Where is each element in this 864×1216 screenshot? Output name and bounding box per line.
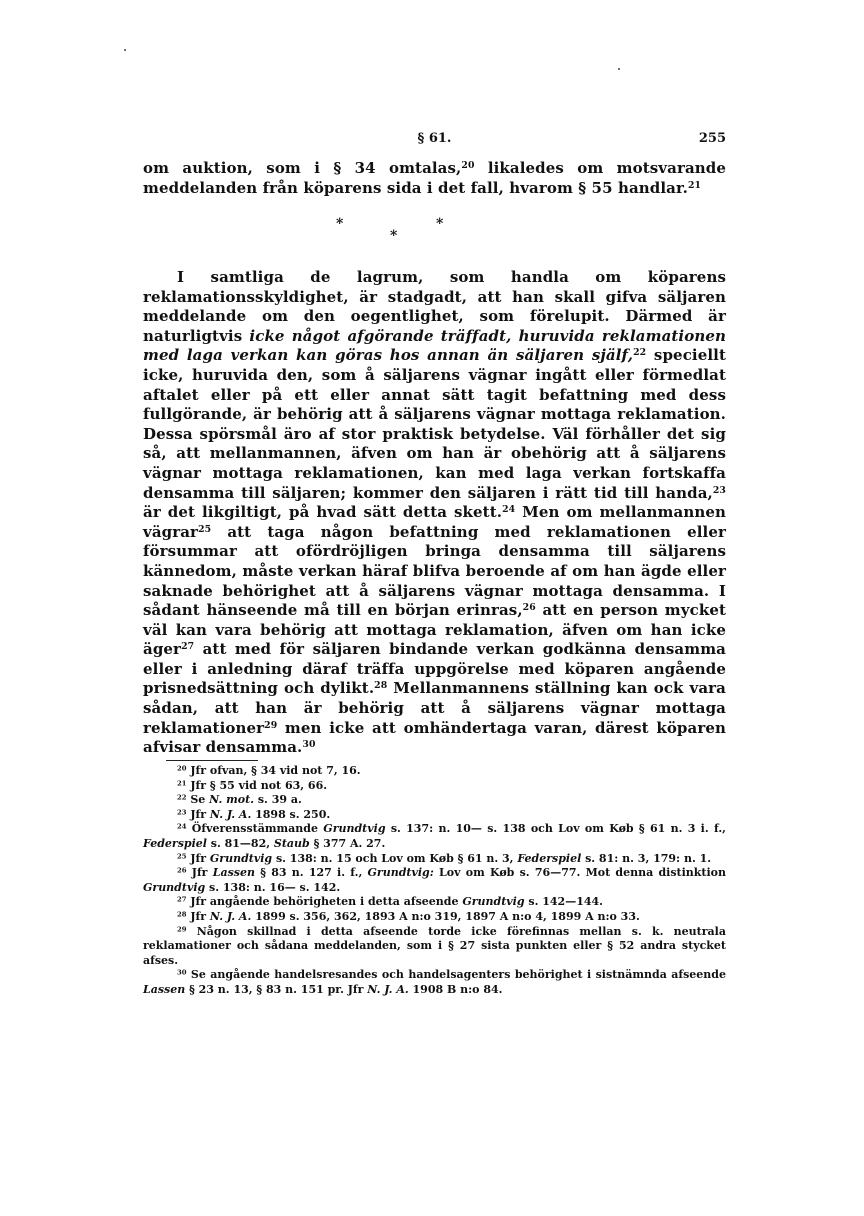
footnote-ref: 29 <box>264 719 278 731</box>
paragraph-continuation: om auktion, som i § 34 omtalas,$^{20}$ likaledes om motsvarande meddelanden från köparens sida i det fall, hvarom § 55 handlar.$^{21}$ <box>143 159 726 197</box>
asterisk: * <box>390 228 398 244</box>
footnote: $^{27}$ Jfr angående behörigheten i detta afseende Grundtvig s. 142—144. <box>177 895 603 909</box>
footnote: $^{23}$ Jfr N. J. A. 1898 s. 250. <box>177 807 331 821</box>
footnote: $^{22}$ Se N. mot. s. 39 a. <box>177 793 302 807</box>
running-header <box>143 131 726 151</box>
footnote: $^{30}$ Se angående handelsresandes och handelsagenters behörighet i sistnämnda afseende Lassen § 23 n. 13, § 83 n. 151 pr. Jfr N. J. A. 1908 B n:o 84. <box>143 968 726 996</box>
page-number: 255 <box>698 131 726 146</box>
asterisk: * <box>436 216 444 232</box>
footnote: $^{26}$ Jfr Lassen § 83 n. 127 i. f., Grundtvig: Lov om Køb s. 76—77. Mot denna distinktion Grundtvig s. 138: n. 16— s. 142. <box>143 866 726 894</box>
footnote: $^{21}$ Jfr § 55 vid not 63, 66. <box>177 778 328 792</box>
section-heading: § 61. <box>417 131 452 146</box>
footnote-ref: 20 <box>461 159 475 171</box>
footnote-ref: 23 <box>712 484 726 496</box>
footnote-ref: 28 <box>374 680 388 692</box>
emphasis: icke något afgörande träffadt, huruvida reklamationen med laga verkan kan göras hos annan än säljaren själf, <box>143 326 726 365</box>
footnote-ref: 24 <box>502 504 516 516</box>
footnote: $^{29}$ Någon skillnad i detta afseende torde icke förefinnas mellan s. k. neutrala reklamationer och sådana meddelanden, som i § 27 sista punkten eller § 52 andra stycket afses. <box>143 924 726 967</box>
footnotes <box>143 764 726 998</box>
footnote-ref: 27 <box>181 641 195 653</box>
speck <box>618 68 620 70</box>
footnote-ref: 22 <box>633 347 647 359</box>
speck <box>124 49 126 51</box>
footnote: $^{28}$ Jfr N. J. A. 1899 s. 356, 362, 1893 A n:o 319, 1897 A n:o 4, 1899 A n:o 33. <box>177 909 640 923</box>
section-divider <box>330 216 460 244</box>
footnote: $^{20}$ Jfr ofvan, § 34 vid not 7, 16. <box>177 764 361 777</box>
footnote-rule <box>166 760 258 761</box>
main-paragraph: I samtliga de lagrum, som handla om köparens reklamationsskyldighet, är stadgadt, att han skall gifva säljaren meddelande om den oegentlighet, som förelupit. Därmed är naturligtvis icke något afgörande träffadt, huruvida reklamationen med laga verkan kan göras hos annan än säljaren själf,$^{22}$ speciellt icke, huruvida den, som å säljarens vägnar ingått eller förmedlat aftalet eller på ett eller annat sätt tagit befattning med dess fullgörande, är behörig att å säljarens vägnar mottaga reklamation. Dessa spörsmål äro af stor praktisk betydelse. Väl förhåller det sig så, att mellanmannen, äfven om han är obehörig att å säljarens vägnar mottaga reklamationen, kan med laga verkan fortskaffa densamma till säljaren; kommer den säljaren i rätt tid till handa,$^{23}$ är det likgiltigt, på hvad sätt detta skett.$^{24}$ Men om mellanmannen vägrar$^{25}$ att taga någon befattning med reklamationen eller försummar att ofördröjligen bringa densamma till säljarens kännedom, måste verkan häraf blifva beroende af om han ägde eller saknade behörighet att å säljarens vägnar mottaga densamma. I sådant hänseende må till en början erinras,$^{26}$ att en person mycket väl kan vara behörig att mottaga reklamation, äfven om han icke äger$^{27}$ att med för säljaren bindande verkan godkänna densamma eller i anledning däraf träffa uppgörelse med köparen angående prisnedsättning och dylikt.$^{28}$ Mellanmannens ställning kan ock vara sådan, att han är behörig att å säljarens vägnar mottaga reklamationer$^{29}$ men icke att omhändertaga varan, därest köparen afvisar densamma.$^{30}$ <box>143 268 726 757</box>
asterisk: * <box>336 216 344 232</box>
footnote-ref: 30 <box>302 739 316 751</box>
footnote-ref: 21 <box>687 179 702 191</box>
footnote-ref: 25 <box>198 523 212 535</box>
footnote: $^{24}$ Öfverensstämmande Grundtvig s. 137: n. 10— s. 138 och Lov om Køb § 61 n. 3 i. f., Federspiel s. 81—82, Staub § 377 A. 27. <box>143 822 726 850</box>
footnote: $^{25}$ Jfr Grundtvig s. 138: n. 15 och Lov om Køb § 61 n. 3, Federspiel s. 81: n. 3, 179: n. 1. <box>177 851 712 865</box>
footnote-ref: 26 <box>522 601 536 613</box>
